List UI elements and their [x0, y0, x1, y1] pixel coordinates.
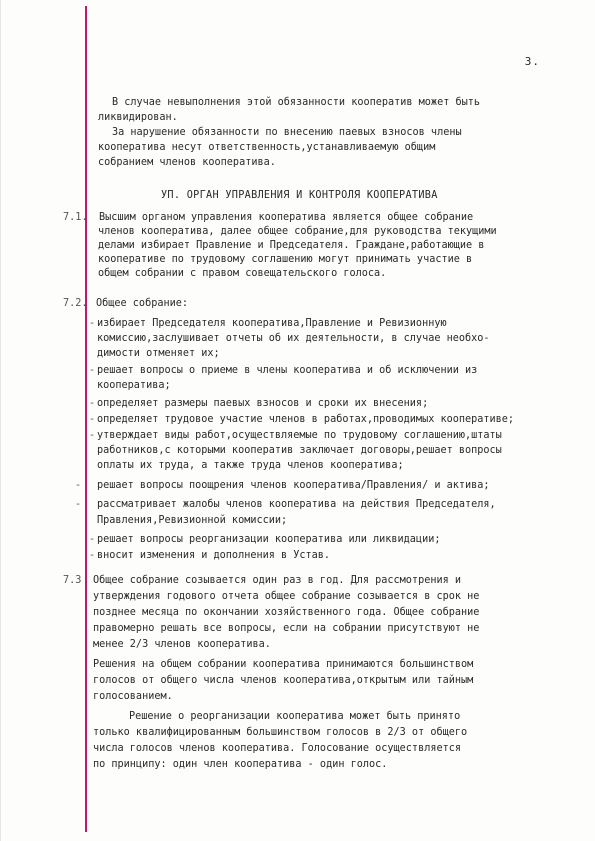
list-item: рассматривает жалобы членов кооператива на действия Председателя,	[97, 499, 496, 510]
text-line: ликвидирован.	[98, 112, 178, 123]
text-line: общем собрании с правом совещательского голоса.	[98, 268, 387, 279]
margin-line	[85, 6, 87, 832]
text-line: по принципу: один член кооператива - один голос.	[93, 759, 388, 770]
text-line: менее 2/3 членов кооператива.	[93, 639, 271, 650]
clause-number: 7.2.	[63, 298, 88, 309]
text-line: Общее собрание созывается один раз в год. Для рассмотрения и	[93, 575, 462, 586]
text-line: За нарушение обязанности по внесению паевых взносов члены	[112, 127, 462, 138]
list-dash: -	[89, 534, 96, 545]
text-line: кооператива несут ответственность,устанавливаемую общим	[98, 142, 436, 153]
list-dash: -	[89, 430, 96, 441]
text-line: В случае невыполнения этой обязанности кооператив может быть	[112, 97, 481, 108]
list-item: решает вопросы реорганизации кооператива или ликвидации;	[97, 534, 441, 545]
list-item: решает вопросы поощрения членов кооператива/Правления/ и актива;	[97, 480, 490, 491]
text-line: Высшим органом управления кооператива является общее собрание	[99, 212, 474, 223]
text-line: димости отменяет их;	[97, 348, 220, 359]
list-dash: -	[89, 365, 96, 376]
text-line: утверждения годового отчета общее собрание созывается в срок не	[93, 591, 480, 602]
list-item: определяет трудовое участие членов в работах,проводимых кооперативе;	[97, 414, 515, 425]
text-line: оплаты их труда, а также труда членов кооператива;	[97, 460, 404, 471]
text-line: кооператива;	[97, 380, 171, 391]
text-line: Решение о реорганизации кооператива может быть принято	[129, 711, 461, 722]
text-line: голосованием.	[93, 691, 173, 702]
text-line: собранием членов кооператива.	[98, 157, 276, 168]
text-line: позднее месяца по окончании хозяйственного года. Общее собрание	[93, 607, 480, 618]
list-dash: -	[89, 550, 96, 561]
section-heading: УП. ОРГАН УПРАВЛЕНИЯ И КОНТРОЛЯ КООПЕРАТИВА	[161, 190, 438, 201]
text-line: Общее собрание:	[96, 298, 189, 309]
clause-number: 7.3	[63, 575, 82, 586]
text-line: кооперативе по трудовому соглашению могут принимать участие в	[98, 254, 473, 265]
text-line: работников,с которыми кооператив заключает договоры,решает вопросы	[97, 445, 502, 456]
text-line: комиссию,заслушивает отчеты об их деятельности, в случае необхо-	[97, 333, 490, 344]
page-number: 3.	[524, 55, 540, 68]
list-dash: -	[89, 414, 96, 425]
list-item: вносит изменения и дополнения в Устав.	[97, 550, 331, 561]
list-dash: -	[75, 499, 82, 510]
list-item: решает вопросы о приеме в члены кооператива и об исключении из	[97, 365, 478, 376]
clause-number: 7.1.	[63, 212, 88, 223]
list-item: утверждает виды работ,осуществляемые по трудовому соглашению,штаты	[97, 430, 502, 441]
text-line: членов кооператива, далее общее собрание,для руководства текущими	[98, 226, 497, 237]
text-line: голосов от общего числа членов кооператива,открытым или тайным	[93, 675, 474, 686]
list-item: избирает Председателя кооператива,Правление и Ревизионную	[97, 318, 447, 329]
list-dash: -	[75, 480, 82, 491]
text-line: правомерно решать все вопросы, если на собрании присутствуют не	[93, 623, 480, 634]
text-line: числа голосов членов кооператива. Голосование осуществляется	[93, 743, 462, 754]
text-line: только квалифицированным большинством голосов в 2/3 от общего	[93, 727, 468, 738]
list-item: определяет размеры паевых взносов и сроки их внесения;	[97, 398, 429, 409]
text-line: делами избирает Правление и Председателя. Граждане,работающие в	[98, 240, 485, 251]
list-dash: -	[89, 318, 96, 329]
list-dash: -	[89, 398, 96, 409]
text-line: Правления,Ревизионной комиссии;	[97, 515, 288, 526]
text-line: Решения на общем собрании кооператива принимаются большинством	[93, 659, 474, 670]
